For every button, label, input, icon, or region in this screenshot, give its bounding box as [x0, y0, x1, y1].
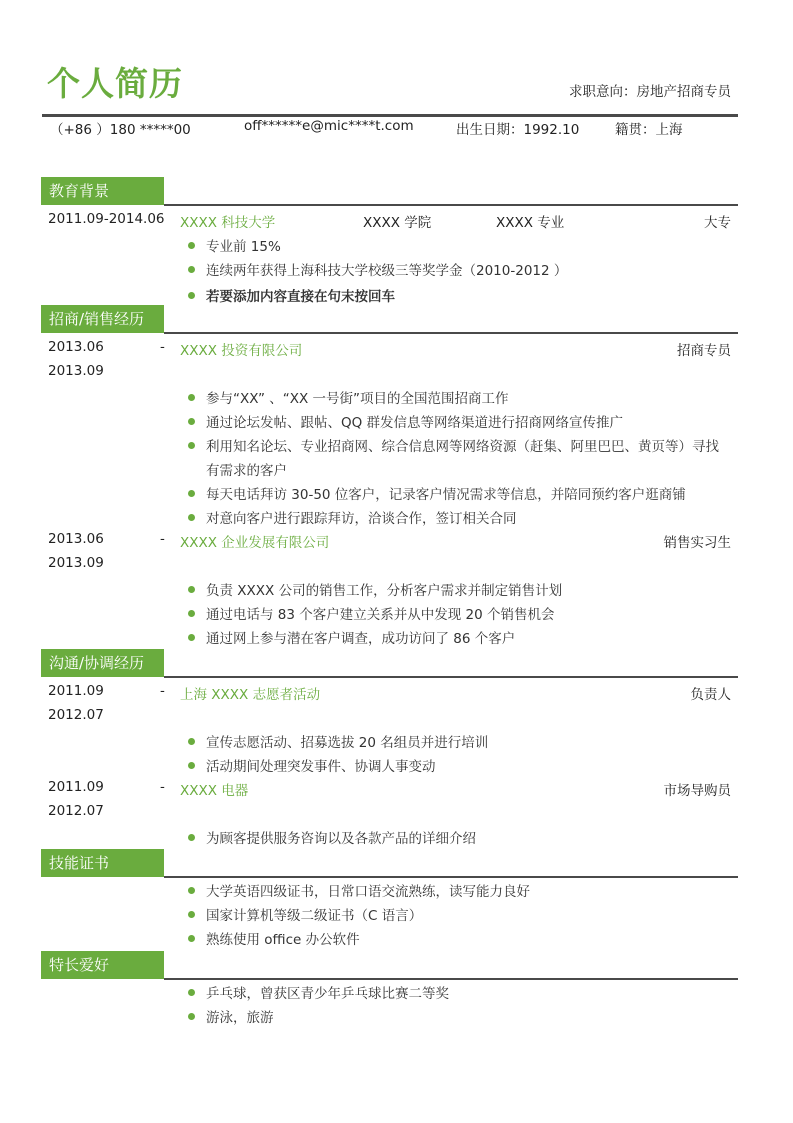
- section-rule: [164, 332, 738, 334]
- job-objective: 求职意向：房地产招商专员: [569, 84, 731, 100]
- job-start-date: 2011.09: [48, 683, 104, 699]
- list-item: 若要添加内容直接在句末按回车: [188, 285, 395, 305]
- company-name: XXXX 电器: [180, 783, 249, 799]
- major-name: XXXX 专业: [496, 215, 565, 231]
- list-item: 连续两年获得上海科技大学校级三等奖学金（2010-2012 ）: [188, 259, 567, 279]
- date-dash: -: [160, 683, 165, 699]
- section-heading-hobbies: 特长爱好: [41, 951, 164, 979]
- degree: 大专: [704, 215, 731, 231]
- section-heading-sales: 招商/销售经历: [41, 305, 164, 333]
- job-end-date: 2013.09: [48, 363, 104, 379]
- list-item: 参与“XX” 、“XX 一号街”项目的全国范围招商工作: [188, 387, 509, 407]
- list-item: 为顾客提供服务咨询以及各款产品的详细介绍: [188, 827, 476, 847]
- company-name: 上海 XXXX 志愿者活动: [180, 687, 321, 703]
- list-item: 每天电话拜访 30-50 位客户，记录客户情况需求等信息，并陪同预约客户逛商铺: [188, 483, 686, 503]
- list-item: 通过电话与 83 个客户建立关系并从中发现 20 个销售机会: [188, 603, 555, 623]
- list-item: 通过网上参与潜在客户调查，成功访问了 86 个客户: [188, 627, 515, 647]
- job-role: 招商专员: [677, 343, 731, 359]
- list-item: 乒乓球，曾获区青少年乒乓球比赛二等奖: [188, 982, 449, 1002]
- job-role: 负责人: [690, 687, 731, 703]
- list-item-continuation: 有需求的客户: [206, 463, 287, 479]
- company-name: XXXX 企业发展有限公司: [180, 535, 330, 551]
- job-role: 销售实习生: [663, 535, 731, 551]
- list-item: 对意向客户进行跟踪拜访，洽谈合作，签订相关合同: [188, 507, 517, 527]
- list-item: 大学英语四级证书，日常口语交流熟练，读写能力良好: [188, 880, 530, 900]
- list-item: 负责 XXXX 公司的销售工作，分析客户需求并制定销售计划: [188, 579, 562, 599]
- job-start-date: 2011.09: [48, 779, 104, 795]
- job-start-date: 2013.06: [48, 339, 104, 355]
- birth-date: 出生日期：1992.10: [456, 122, 580, 138]
- education-period: 2011.09-2014.06: [48, 211, 165, 227]
- date-dash: -: [160, 339, 165, 355]
- college-name: XXXX 学院: [363, 215, 432, 231]
- phone-number: （+86 ）180 *****00: [50, 122, 191, 138]
- native-place: 籍贯：上海: [615, 122, 683, 138]
- section-rule: [164, 676, 738, 678]
- date-dash: -: [160, 531, 165, 547]
- header-divider: [42, 114, 738, 117]
- job-start-date: 2013.06: [48, 531, 104, 547]
- school-name: XXXX 科技大学: [180, 215, 276, 231]
- section-heading-skills: 技能证书: [41, 849, 164, 877]
- list-item: 利用知名论坛、专业招商网、综合信息网等网络资源（赶集、阿里巴巴、黄页等）寻找: [188, 435, 719, 455]
- job-role: 市场导购员: [663, 783, 731, 799]
- list-item: 游泳，旅游: [188, 1006, 274, 1026]
- job-end-date: 2013.09: [48, 555, 104, 571]
- list-item: 专业前 15%: [188, 235, 281, 255]
- company-name: XXXX 投资有限公司: [180, 343, 303, 359]
- list-item: 宣传志愿活动、招募选拔 20 名组员并进行培训: [188, 731, 488, 751]
- email-address: off******e@mic****t.com: [244, 118, 414, 134]
- list-item: 活动期间处理突发事件、协调人事变动: [188, 755, 436, 775]
- date-dash: -: [160, 779, 165, 795]
- job-end-date: 2012.07: [48, 707, 104, 723]
- list-item: 国家计算机等级二级证书（C 语言）: [188, 904, 422, 924]
- page-title: 个人简历: [47, 64, 183, 103]
- section-heading-education: 教育背景: [41, 177, 164, 205]
- list-item: 通过论坛发帖、跟帖、QQ 群发信息等网络渠道进行招商网络宣传推广: [188, 411, 623, 431]
- job-end-date: 2012.07: [48, 803, 104, 819]
- list-item: 熟练使用 office 办公软件: [188, 928, 360, 948]
- section-rule: [164, 876, 738, 878]
- section-rule: [164, 978, 738, 980]
- section-rule: [164, 204, 738, 206]
- section-heading-communication: 沟通/协调经历: [41, 649, 164, 677]
